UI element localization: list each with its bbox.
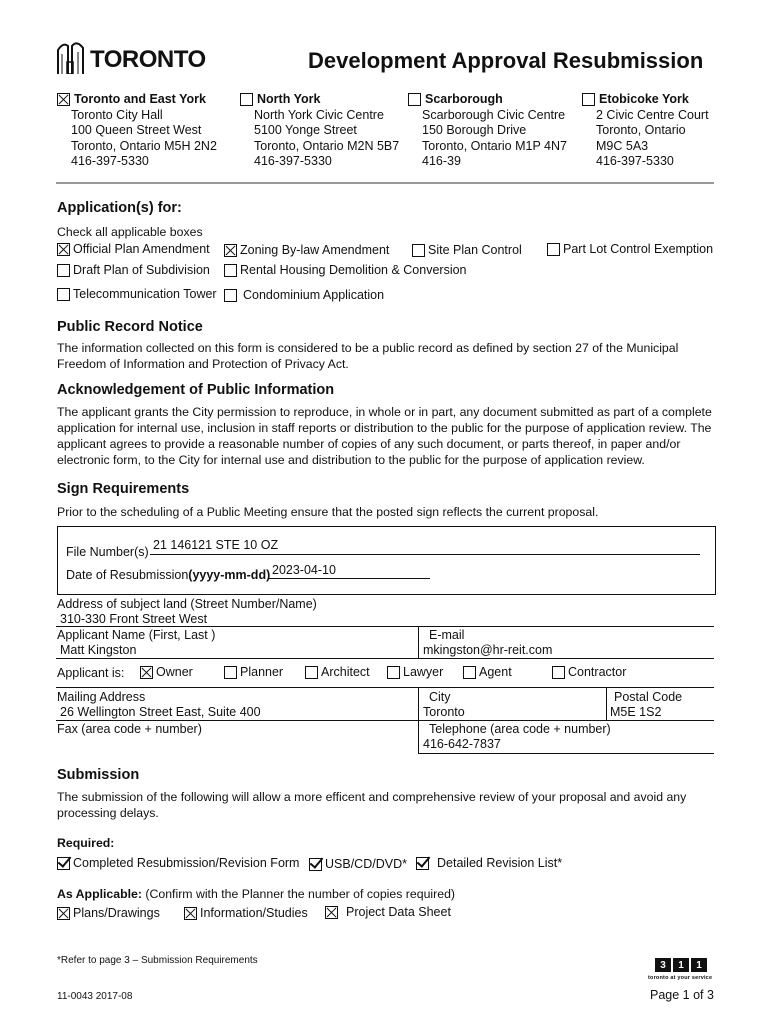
office-name: Toronto and East York — [74, 92, 206, 106]
address-input[interactable]: 310-330 Front Street West — [60, 612, 208, 626]
office-line: Toronto, Ontario M1P 4N7 — [422, 138, 567, 153]
toronto-logo — [56, 40, 206, 74]
checkbox-icon[interactable] — [552, 666, 565, 679]
office-line: Toronto, Ontario — [596, 123, 686, 137]
row-divider — [418, 753, 714, 754]
item-label: Planner — [240, 665, 284, 679]
email-label: E-mail — [429, 628, 465, 642]
office-line: 416-397-5330 — [596, 154, 674, 168]
office-line: 5100 Yonge Street — [254, 123, 357, 137]
date-label-text: Date of Resubmission — [66, 568, 189, 582]
postal-label: Postal Code — [614, 690, 683, 704]
app-zoning[interactable] — [224, 243, 389, 257]
item-label: Rental Housing Demolition & Conversion — [240, 263, 467, 277]
row-divider — [56, 658, 714, 659]
email-input[interactable]: mkingston@hr-reit.com — [423, 643, 553, 657]
checkbox-icon[interactable] — [224, 289, 237, 302]
form-number: 11-0043 2017-08 — [57, 991, 133, 1002]
311-tagline: toronto at your service — [648, 975, 713, 981]
file-number-input[interactable]: 21 146121 STE 10 OZ — [153, 538, 279, 552]
sign-text: Prior to the scheduling of a Public Meeting ensure that the posted sign reflects the current proposal. — [57, 505, 599, 519]
checkbox-icon[interactable] — [416, 857, 429, 870]
checkbox-icon[interactable] — [463, 666, 476, 679]
address-label: Address of subject land (Street Number/Name) — [57, 597, 317, 611]
mailing-label: Mailing Address — [57, 690, 146, 704]
office-line: Toronto City Hall — [71, 107, 163, 122]
checkbox-icon[interactable] — [224, 244, 237, 257]
file-number-label: File Number(s) — [66, 545, 149, 559]
office-line: 416-39 — [422, 154, 461, 168]
city-input[interactable]: Toronto — [423, 705, 465, 719]
office-line: Toronto, Ontario M5H 2N2 — [71, 138, 217, 153]
page-number: Page 1 of 3 — [650, 988, 714, 1002]
office-line: Toronto, Ontario M2N 5B7 — [254, 138, 400, 153]
applications-instruction: Check all applicable boxes — [57, 225, 203, 239]
checkbox-icon[interactable] — [305, 666, 318, 679]
app-rental-housing[interactable] — [224, 263, 467, 277]
office-name: Scarborough — [425, 92, 503, 106]
logo-wordmark: TORONTO — [90, 46, 206, 73]
acknowledgement-text: The applicant grants the City permission to reproduce, in whole or in part, any document submitted as part of a complete application for internal use, inclusion in staff reports or distribution to the public for the purpose of application review. The applicant agrees to provide a reasonable number of copies of any such document, or parts thereof, in paper and/or electronic form, to the City for internal use and distribution to the public for the purpose of application review. — [57, 405, 712, 467]
office-scarborough — [408, 92, 578, 170]
office-checkbox-north-york[interactable] — [240, 93, 253, 106]
applicable-label — [57, 886, 455, 902]
item-label: Lawyer — [403, 665, 444, 679]
app-telecom[interactable] — [57, 287, 217, 301]
item-label: Zoning By-law Amendment — [240, 243, 390, 257]
office-checkbox-etobicoke[interactable] — [582, 93, 595, 106]
app-site-plan[interactable] — [412, 243, 522, 257]
311-digit: 3 — [655, 958, 671, 972]
applicable-data-sheet[interactable] — [325, 905, 451, 919]
mailing-input[interactable]: 26 Wellington Street East, Suite 400 — [60, 705, 261, 719]
office-line: Scarborough Civic Centre — [422, 107, 566, 122]
required-form[interactable] — [57, 856, 299, 870]
applicable-label-text: As Applicable: — [57, 887, 142, 901]
applicable-plans[interactable] — [57, 906, 160, 920]
required-label: Required: — [57, 836, 115, 850]
checkbox-icon[interactable] — [57, 264, 70, 277]
row-divider — [56, 626, 714, 627]
item-label: Official Plan Amendment — [73, 242, 210, 256]
app-draft-plan[interactable] — [57, 263, 210, 277]
item-label: Information/Studies — [200, 906, 308, 920]
checkbox-icon[interactable] — [57, 243, 70, 256]
checkbox-icon[interactable] — [224, 264, 237, 277]
office-line: North York Civic Centre — [254, 107, 384, 122]
divider — [56, 182, 714, 184]
applicant-owner[interactable] — [140, 665, 193, 679]
required-usb[interactable] — [309, 857, 407, 871]
date-input[interactable]: 2023-04-10 — [272, 563, 336, 577]
checkbox-icon[interactable] — [224, 666, 237, 679]
applicant-architect[interactable] — [305, 665, 370, 679]
office-toronto-east-york — [57, 92, 237, 170]
city-hall-icon — [56, 40, 86, 74]
office-checkbox-scarborough[interactable] — [408, 93, 421, 106]
item-label: USB/CD/DVD* — [325, 857, 407, 871]
page-title: Development Approval Resubmission — [308, 48, 704, 73]
file-number-line — [150, 553, 700, 555]
submission-text: The submission of the following will allow a more efficent and comprehensive review of your proposal and avoid any processing delays. — [57, 790, 687, 820]
applicant-lawyer[interactable] — [387, 665, 443, 679]
item-label: Owner — [156, 665, 193, 679]
checkbox-icon[interactable] — [57, 288, 70, 301]
public-record-text: The information collected on this form is considered to be a public record as defined by section 27 of the Municipal Freedom of Information and Protection of Privacy Act. — [57, 341, 679, 371]
item-label: Telecommunication Tower — [73, 287, 217, 301]
office-line: 150 Borough Drive — [422, 123, 527, 137]
postal-input[interactable]: M5E 1S2 — [610, 705, 662, 719]
footer-note: *Refer to page 3 – Submission Requirements — [57, 955, 258, 966]
office-line: 100 Queen Street West — [71, 123, 202, 137]
item-label: Project Data Sheet — [346, 905, 451, 919]
applicant-planner[interactable] — [224, 665, 283, 679]
applicant-contractor[interactable] — [552, 665, 626, 679]
item-label: Architect — [321, 665, 370, 679]
office-line: 416-397-5330 — [71, 154, 149, 168]
checkbox-icon[interactable] — [325, 906, 338, 919]
phone-label: Telephone (area code + number) — [429, 722, 611, 736]
submission-heading: Submission — [57, 767, 140, 783]
applicant-agent[interactable] — [463, 665, 512, 679]
office-etobicoke-york — [582, 92, 732, 170]
item-label: Draft Plan of Subdivision — [73, 263, 210, 277]
311-digit: 1 — [691, 958, 707, 972]
file-info-box — [57, 526, 716, 595]
col-divider — [418, 626, 419, 658]
item-label: Detailed Revision List* — [437, 856, 563, 870]
checkbox-icon[interactable] — [412, 244, 425, 257]
checkbox-icon[interactable] — [309, 858, 322, 871]
required-revision-list[interactable] — [416, 856, 562, 870]
311-digit: 1 — [673, 958, 689, 972]
col-divider — [606, 687, 607, 720]
fax-label: Fax (area code + number) — [57, 722, 202, 736]
311-logo — [655, 958, 707, 972]
date-format: (yyyy-mm-dd) — [188, 568, 271, 582]
public-record-heading: Public Record Notice — [57, 319, 203, 335]
item-label: Completed Resubmission/Revision Form — [73, 856, 300, 870]
checkbox-icon[interactable] — [57, 857, 70, 870]
applicable-studies[interactable] — [184, 906, 308, 920]
office-name: Etobicoke York — [599, 92, 689, 106]
sign-heading: Sign Requirements — [57, 481, 190, 497]
item-label: Site Plan Control — [428, 243, 522, 257]
checkbox-icon[interactable] — [140, 666, 153, 679]
office-line: 416-397-5330 — [254, 154, 332, 168]
row-divider — [56, 720, 714, 721]
item-label: Condominium Application — [243, 288, 385, 302]
phone-input[interactable]: 416-642-7837 — [423, 737, 501, 751]
city-label: City — [429, 690, 451, 704]
checkbox-icon[interactable] — [547, 243, 560, 256]
applicant-is-label: Applicant is: — [57, 666, 125, 680]
applicant-name-input[interactable]: Matt Kingston — [60, 643, 137, 657]
applicant-name-label: Applicant Name (First, Last ) — [57, 628, 216, 642]
office-north-york — [240, 92, 410, 170]
item-label: Agent — [479, 665, 512, 679]
checkbox-icon[interactable] — [387, 666, 400, 679]
checkbox-icon[interactable] — [184, 907, 197, 920]
item-label: Contractor — [568, 665, 627, 679]
office-checkbox-toronto[interactable] — [57, 93, 70, 106]
office-line: M9C 5A3 — [596, 138, 649, 153]
checkbox-icon[interactable] — [57, 907, 70, 920]
item-label: Plans/Drawings — [73, 906, 160, 920]
applicable-note: (Confirm with the Planner the number of copies required) — [145, 887, 456, 901]
office-name: North York — [257, 92, 321, 106]
app-official-plan[interactable] — [57, 242, 210, 256]
app-part-lot[interactable] — [547, 242, 713, 256]
acknowledgement-heading: Acknowledgement of Public Information — [57, 382, 335, 398]
item-label: Part Lot Control Exemption — [563, 242, 714, 256]
app-condominium[interactable] — [224, 288, 384, 302]
row-divider — [56, 687, 714, 688]
office-line: 2 Civic Centre Court — [596, 107, 709, 122]
date-label — [66, 568, 270, 583]
applications-heading: Application(s) for: — [57, 200, 182, 216]
